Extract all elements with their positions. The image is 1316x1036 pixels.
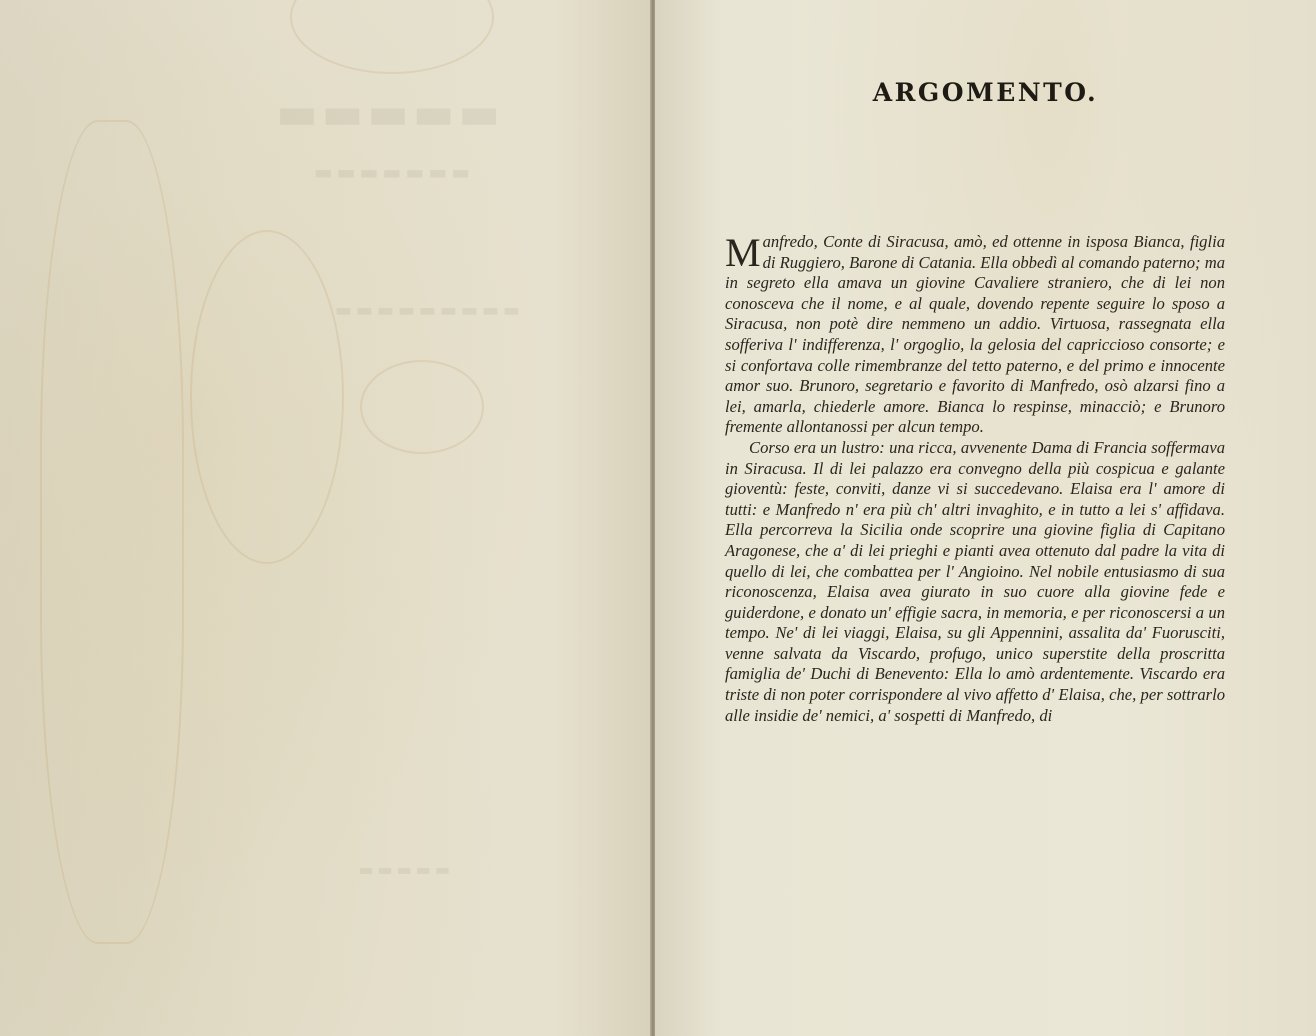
- show-through-text: ▬▬▬▬▬: [272, 88, 500, 139]
- water-stain: [190, 230, 344, 564]
- water-stain: [290, 0, 494, 74]
- show-through-text: ▬▬▬▬▬▬▬▬▬: [330, 300, 520, 321]
- drop-cap: M: [725, 230, 761, 275]
- paragraph-1-text: anfredo, Conte di Siracusa, amò, ed ottenne in isposa Bianca, figlia di Ruggiero, Barone di Catania. Ella obbedì al comando paterno; ma in segreto ella amava un giovine Cavaliere straniero, che di lei non conosceva che il nome, e al quale, dovendo repente seguire lo sposo a Siracusa, non potè dire nemmeno un addio. Virtuosa, rassegnata ella sofferiva l' indifferenza, l' orgoglio, la gelosia del capriccioso consorte; e si confortava colle rimembranze del tetto paterno, e del primo e innocente amor suo. Brunoro, segretario e favorito di Manfredo, osò alzarsi fino a lei, amarla, chiederle amore. Bianca lo respinse, minacciò; e Brunoro fremente allontanossi per alcun tempo.: [725, 232, 1226, 437]
- right-page: [655, 0, 1316, 1036]
- page-heading: ARGOMENTO.: [872, 78, 1099, 107]
- water-stain: [360, 360, 484, 454]
- water-stain: [40, 120, 184, 944]
- left-page-blank: [0, 0, 652, 1036]
- paragraph-1: [725, 232, 1225, 438]
- show-through-text: ▬▬▬▬▬▬▬: [309, 160, 470, 184]
- paragraph-2: Corso era un lustro: una ricca, avvenente Dama di Francia soffermava in Siracusa. Il di lei palazzo era convegno della più cospicua e galante gioventù: feste, conviti, danze vi si succedevano. Elaisa era l' amore di tutti: e Manfredo n' era più ch' altri invaghito, e in tutto a lei s' affidava. Ella percorreva la Sicilia onde scoprire una giovine figlia di Capitano Aragonese, che a' di lei prieghi e pianti avea ottenuto dal padre la vita di quello di lei, che combattea per l' Angioino. Nel nobile entusiasmo di sua riconoscenza, Elaisa avea giurato in suo cuore alla giovine fede e guiderdone, e donato un' effigie sacra, in memoria, e per riconoscersi a un tempo. Ne' di lei viaggi, Elaisa, su gli Appennini, assalita da' Fuorusciti, venne salvata da Viscardo, profugo, unico superstite della proscritta famiglia de' Duchi di Benevento: Ella lo amò ardentemente. Viscardo era triste di non poter corrispondere al vivo affetto d' Elaisa, che, per sottrarlo alle insidie de' nemici, a' sospetti di Manfredo, di: [725, 437, 1225, 725]
- show-through-text: ▬▬▬▬▬: [354, 860, 450, 879]
- body-text: [725, 232, 1225, 726]
